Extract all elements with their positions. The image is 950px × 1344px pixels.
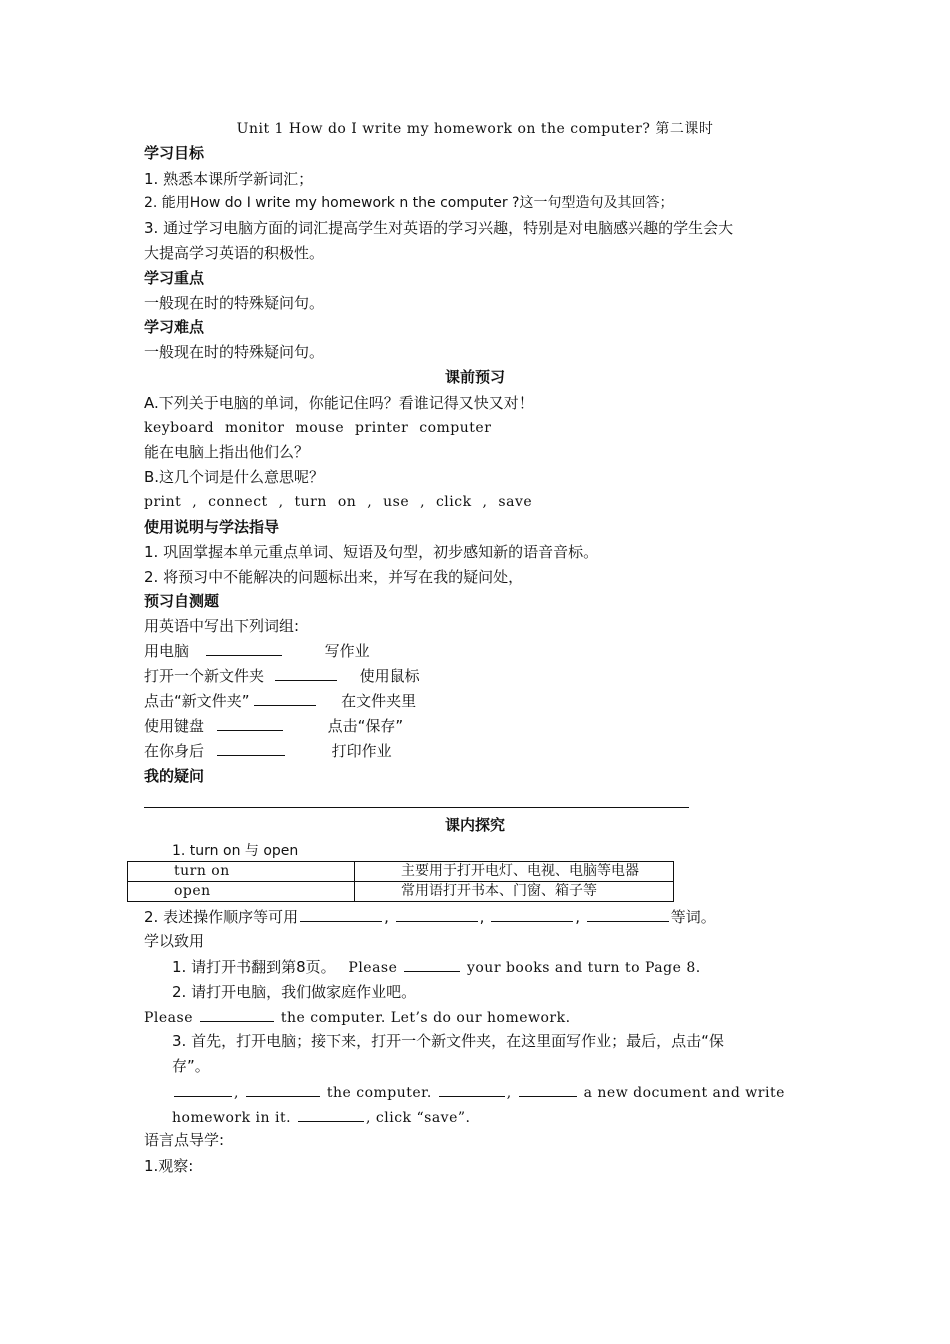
questions-line bbox=[144, 807, 689, 808]
table-phrase: open bbox=[128, 882, 355, 902]
apply-q3-en-a: the computer. bbox=[326, 1085, 432, 1101]
apply-q3-en: , the computer. , a new document and write bbox=[172, 1082, 785, 1103]
apply-q3-en-d: click “save”. bbox=[375, 1110, 471, 1126]
explore-item2: 2. 表述操作顺序等可用 , , , 等词。 bbox=[144, 908, 716, 926]
preview-question: 能在电脑上指出他们么？ bbox=[144, 443, 310, 461]
answer-blank[interactable] bbox=[404, 957, 460, 972]
self-test-left: 用电脑 bbox=[144, 642, 190, 660]
answer-blank[interactable] bbox=[587, 907, 669, 922]
apply-q2-cn: 2. 请打开电脑，我们做家庭作业吧。 bbox=[172, 983, 417, 1001]
apply-q3-en-c: homework in it. bbox=[172, 1110, 292, 1126]
apply-q3-cn-b: 存”。 bbox=[172, 1057, 210, 1075]
self-test-row bbox=[144, 691, 416, 711]
self-test-left: 在你身后 bbox=[144, 742, 205, 760]
objectives-heading: 学习目标 bbox=[144, 144, 205, 162]
answer-blank[interactable] bbox=[298, 1107, 364, 1122]
apply-q1 bbox=[172, 957, 701, 978]
language-item1: 1.观察: bbox=[144, 1157, 194, 1175]
apply-q3-cn: 3. 首先，打开电脑；接下来，打开一个新文件夹，在这里面写作业；最后，点击“保 bbox=[172, 1032, 724, 1050]
answer-blank[interactable] bbox=[174, 1082, 232, 1097]
answer-blank[interactable] bbox=[246, 1082, 320, 1097]
key-points-heading: 学习重点 bbox=[144, 269, 205, 287]
apply-q1-cn: 1. 请打开书翻到第8页。 bbox=[172, 958, 336, 976]
objective-item: 3. 通过学习电脑方面的词汇提高学生对英语的学习兴趣，特别是对电脑感兴趣的学生会大 bbox=[144, 219, 734, 237]
preview-a-text: A.下列关于电脑的单词，你能记住吗？看谁记得又快又对！ bbox=[144, 394, 534, 412]
explore-item2-suffix: 等词。 bbox=[670, 908, 716, 926]
key-points-text: 一般现在时的特殊疑问句。 bbox=[144, 294, 325, 312]
table-phrase: turn on bbox=[128, 862, 355, 882]
self-test-right: 打印作业 bbox=[331, 742, 392, 760]
answer-blank[interactable] bbox=[217, 741, 285, 756]
objective-item: 1. 熟悉本课所学新词汇； bbox=[144, 170, 314, 188]
apply-q2-en-a: Please bbox=[144, 1010, 193, 1026]
self-test-right: 使用鼠标 bbox=[359, 667, 420, 685]
language-heading: 语言点导学: bbox=[144, 1131, 225, 1149]
my-questions-heading: 我的疑问 bbox=[144, 767, 205, 785]
self-test-left: 打开一个新文件夹 bbox=[144, 667, 265, 685]
preview-verbs: print , connect , turn on , use , click , save bbox=[144, 494, 533, 510]
self-test-right: 点击“保存” bbox=[327, 717, 404, 735]
answer-blank[interactable] bbox=[396, 907, 478, 922]
objective-item: 大提高学习英语的积极性。 bbox=[144, 244, 325, 262]
answer-blank[interactable] bbox=[300, 907, 382, 922]
self-test-right: 在文件夹里 bbox=[341, 692, 417, 710]
self-test-row bbox=[144, 741, 392, 761]
table-usage: 常用语打开书本、门窗、箱子等 bbox=[355, 882, 674, 902]
explore-item1: 1. turn on 与 open bbox=[172, 843, 299, 859]
self-test-right: 写作业 bbox=[324, 642, 370, 660]
answer-blank[interactable] bbox=[275, 666, 337, 681]
explore-heading: 课内探究 bbox=[444, 816, 505, 834]
self-test-row bbox=[144, 666, 420, 686]
difficult-points-heading: 学习难点 bbox=[144, 318, 205, 336]
self-test-intro: 用英语中写出下列词组: bbox=[144, 617, 300, 635]
difficult-points-text: 一般现在时的特殊疑问句。 bbox=[144, 343, 325, 361]
preview-words: keyboard monitor mouse printer computer bbox=[144, 420, 492, 436]
apply-heading: 学以致用 bbox=[144, 932, 205, 950]
apply-q1-en-b: your books and turn to Page 8. bbox=[466, 960, 701, 976]
apply-q3-en-b: a new document and write bbox=[583, 1085, 785, 1101]
apply-q1-en-a: Please bbox=[348, 960, 398, 976]
objective-item: 2. 能用How do I write my homework n the computer ?这一句型造句及其回答； bbox=[144, 195, 674, 211]
apply-q2-en-b: the computer. Let’s do our homework. bbox=[280, 1010, 571, 1026]
self-test-row bbox=[144, 641, 370, 661]
guide-heading: 使用说明与学法指导 bbox=[144, 518, 280, 536]
answer-blank[interactable] bbox=[254, 691, 316, 706]
answer-blank[interactable] bbox=[491, 907, 573, 922]
answer-blank[interactable] bbox=[519, 1082, 577, 1097]
guide-item: 1. 巩固掌握本单元重点单词、短语及句型，初步感知新的语音音标。 bbox=[144, 543, 599, 561]
table-row bbox=[128, 862, 674, 882]
table-row bbox=[128, 882, 674, 902]
answer-blank[interactable] bbox=[206, 641, 282, 656]
self-test-left: 点击“新文件夹” bbox=[144, 692, 250, 710]
answer-blank[interactable] bbox=[439, 1082, 505, 1097]
table-usage: 主要用于打开电灯、电视、电脑等电器 bbox=[355, 862, 674, 882]
self-test-row bbox=[144, 716, 403, 736]
page-title: Unit 1 How do I write my homework on the computer? 第二课时 bbox=[236, 121, 714, 137]
preview-heading: 课前预习 bbox=[444, 368, 505, 386]
self-test-heading: 预习自测题 bbox=[144, 592, 220, 610]
self-test-left: 使用键盘 bbox=[144, 717, 205, 735]
answer-blank[interactable] bbox=[217, 716, 283, 731]
comparison-table bbox=[127, 861, 674, 902]
answer-blank[interactable] bbox=[200, 1007, 274, 1022]
apply-q3-en-2: homework in it. , click “save”. bbox=[172, 1107, 470, 1128]
guide-item: 2. 将预习中不能解决的问题标出来，并写在我的疑问处， bbox=[144, 568, 524, 586]
apply-q2-en bbox=[144, 1007, 571, 1028]
explore-item2-prefix: 2. 表述操作顺序等可用 bbox=[144, 908, 299, 926]
preview-b-text: B.这几个词是什么意思呢？ bbox=[144, 468, 325, 486]
